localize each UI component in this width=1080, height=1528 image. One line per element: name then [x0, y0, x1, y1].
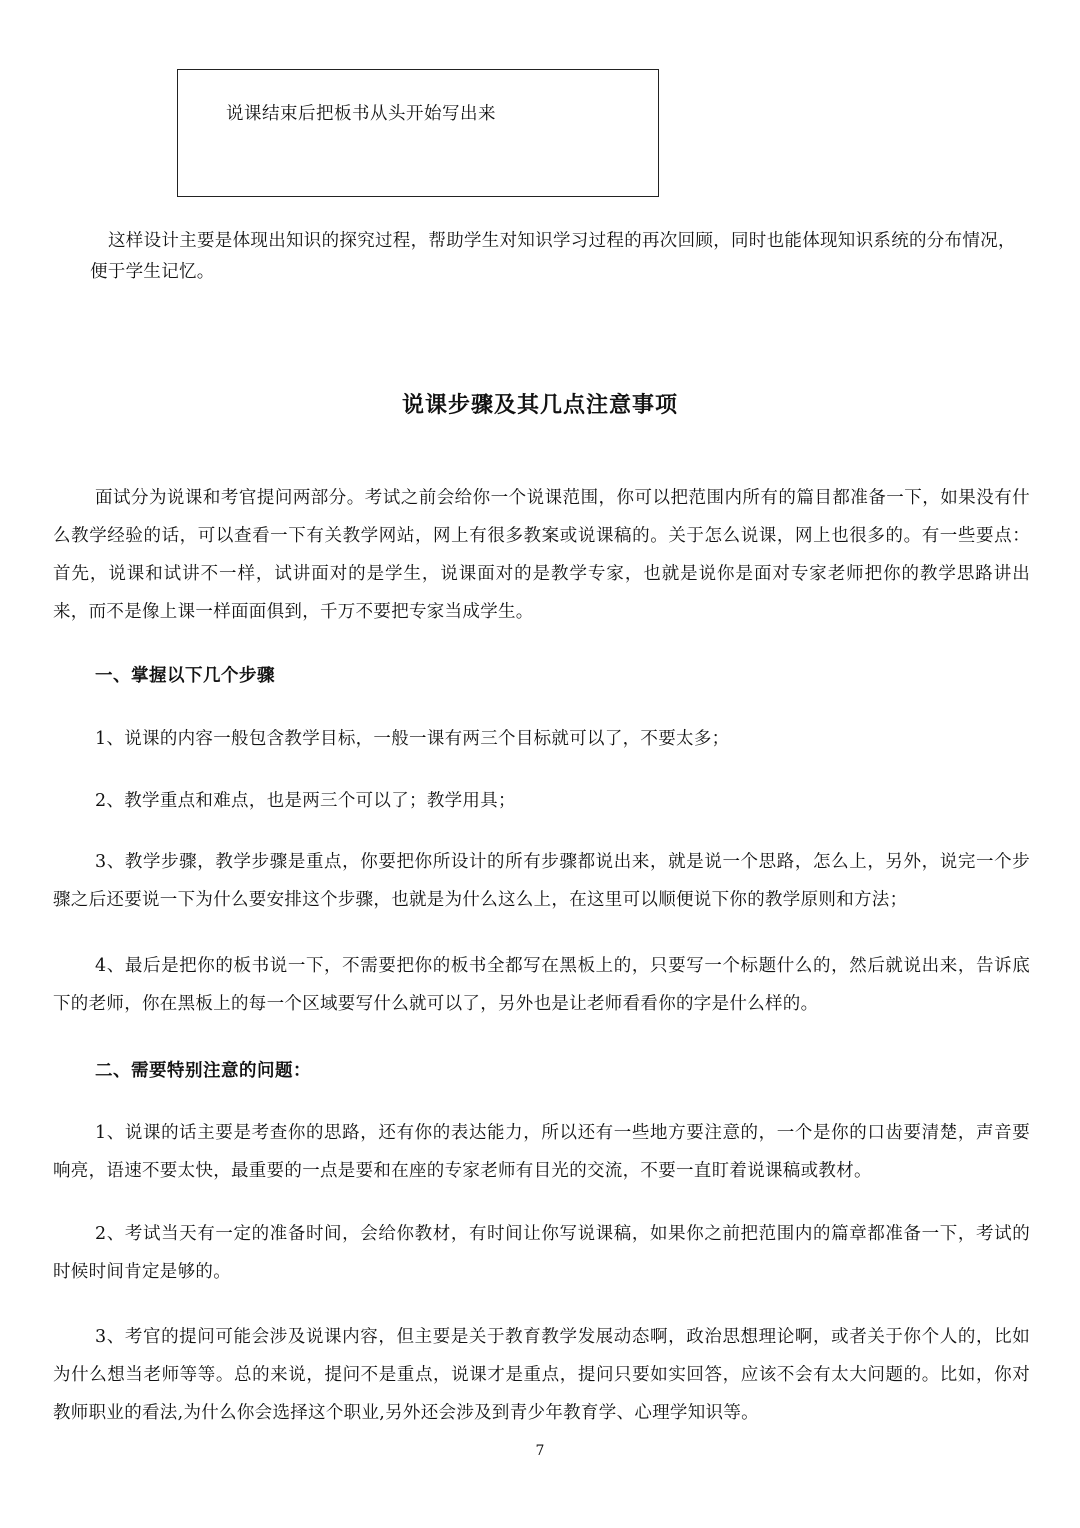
note-item-1: 1、说课的话主要是考查你的思路，还有你的表达能力，所以还有一些地方要注意的，一个是你的口齿要清楚，声音要响亮，语速不要太快，最重要的一点是要和在座的专家老师有目光的交流，不要一直盯着说课稿或教材。	[53, 1123, 1030, 1181]
step-item-2: 2、教学重点和难点，也是两三个可以了；教学用具；	[95, 791, 516, 811]
paragraph-overview: 面试分为说课和考官提问两部分。考试之前会给你一个说课范围，你可以把范围内所有的篇目都准备一下，如果没有什么教学经验的话，可以查看一下有关教学网站，网上有很多教案或说课稿的。关于怎么说课，网上也很多的。有一些要点：首先，说课和试讲不一样，试讲面对的是学生，说课面对的是教学专家，也就是说你是面对专家老师把你的教学思路讲出来，而不是像上课一样面面俱到，千万不要把专家当成学生。	[53, 488, 1030, 622]
design-rationale-paragraph: 这样设计主要是体现出知识的探究过程，帮助学生对知识学习过程的再次回顾，同时也能体现知识系统的分布情况，便于学生记忆。	[90, 231, 1016, 282]
note-item-3: 3、考官的提问可能会涉及说课内容，但主要是关于教育教学发展动态啊，政治思想理论啊，或者关于你个人的，比如为什么想当老师等等。总的来说，提问不是重点，说课才是重点，提问只要如实回答，应该不会有太大问题的。比如，你对教师职业的看法,为什么你会选择这个职业,另外还会涉及到青少年教育学、心理学知识等。	[53, 1327, 1030, 1423]
blackboard-note-box	[177, 69, 659, 197]
step-item-3: 3、教学步骤，教学步骤是重点，你要把你所设计的所有步骤都说出来，就是说一个思路，怎么上，另外，说完一个步骤之后还要说一下为什么要安排这个步骤，也就是为什么这么上，在这里可以顺便说下你的教学原则和方法；	[53, 852, 1030, 910]
section-heading-steps: 一、掌握以下几个步骤	[95, 666, 275, 686]
step-item-4: 4、最后是把你的板书说一下，不需要把你的板书全都写在黑板上的，只要写一个标题什么的，然后就说出来，告诉底下的老师，你在黑板上的每一个区域要写什么就可以了，另外也是让老师看看你的字是什么样的。	[53, 956, 1030, 1014]
step-item-1: 1、说课的内容一般包含教学目标，一般一课有两三个目标就可以了，不要太多；	[95, 729, 730, 749]
page-number: 7	[535, 1443, 545, 1459]
blackboard-note-text: 说课结束后把板书从头开始写出来	[226, 104, 496, 124]
page-title: 说课步骤及其几点注意事项	[401, 393, 678, 418]
section-heading-notes: 二、需要特别注意的问题：	[95, 1061, 311, 1081]
note-item-2: 2、考试当天有一定的准备时间，会给你教材，有时间让你写说课稿，如果你之前把范围内的篇章都准备一下，考试的时候时间肯定是够的。	[53, 1224, 1030, 1282]
